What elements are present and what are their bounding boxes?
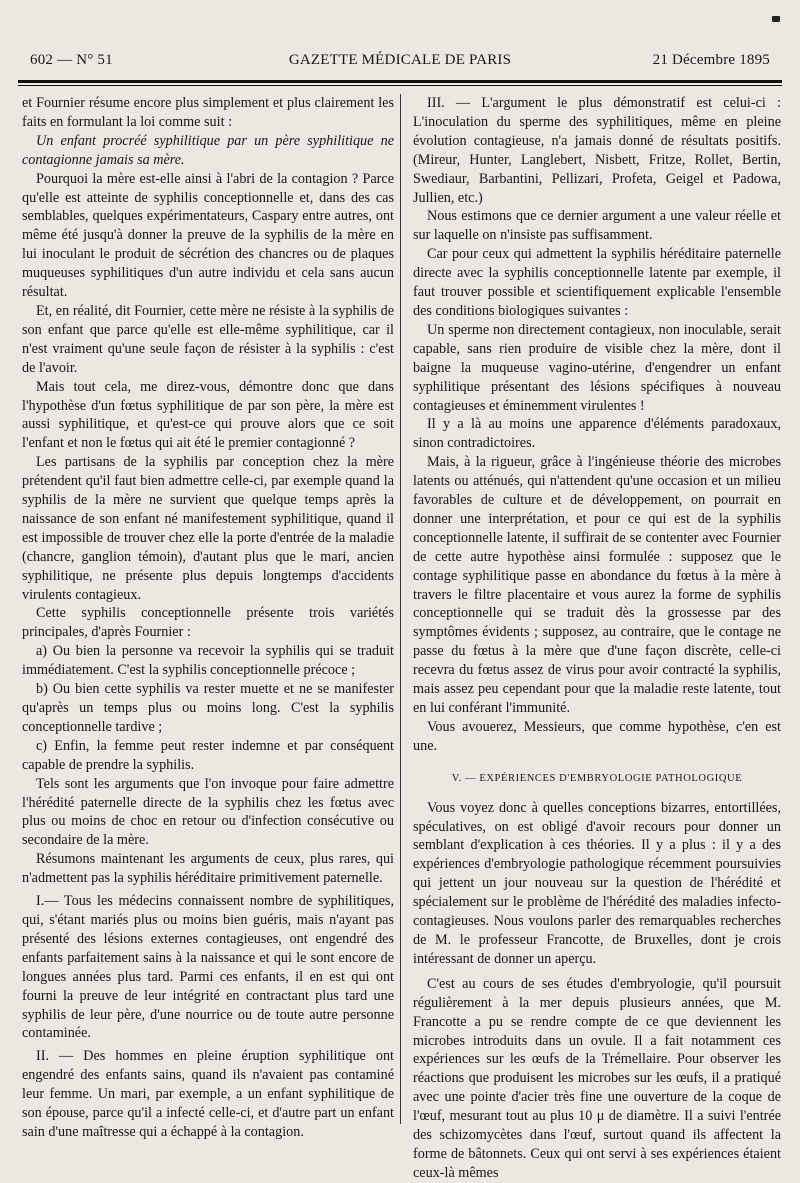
paragraph: a) Ou bien la personne va recevoir la syphilis qui se traduit immédiatement. C'est la syphilis conceptionnelle précoce ;: [22, 643, 394, 679]
left-column: [22, 94, 394, 1142]
paragraph: Mais tout cela, me direz-vous, démontre donc que dans l'hypothèse d'un fœtus syphilitique de par son père, la mère est aussi syphilitique, et qu'est-ce qui prouve alors que ce soit l'enfant et non le fœtus qui ait été le premier contagionné ?: [22, 378, 394, 452]
paragraph: c) Enfin, la femme peut rester indemne et par conséquent capable de prendre la syphilis.: [22, 737, 394, 773]
paragraph: II. — Des hommes en pleine éruption syphilitique ont engendré des enfants sains, quand ils n'avaient pas contaminé leur femme. Un mari, par exemple, a un enfant syphilitique de son épouse, parce qu'il a infecté celle-ci, et d'autre part un enfant sain d'une maîtresse qui a échappé à la contagion.: [22, 1048, 394, 1140]
paragraph: Pourquoi la mère est-elle ainsi à l'abri de la contagion ? Parce qu'elle est atteinte de syphilis conceptionnelle et, dans des cas semblables, quelques expérimentateurs, Caspary entre autres, ont même été jusqu'à donner la preuve de la syphilis de la mère en lui inoculant le produit de sécrétion des chancres ou de plaques muqueuses syphilitiques d'un autre individu et cela sans aucun résultat.: [22, 170, 394, 301]
paragraph: Résumons maintenant les arguments de ceux, plus rares, qui n'admettent pas la syphilis héréditaire primitivement paternelle.: [22, 851, 394, 887]
header-rule: [18, 80, 782, 86]
paragraph: b) Ou bien cette syphilis va rester muette et ne se manifester qu'après un temps plus ou moins long. C'est la syphilis conceptionnelle tardive ;: [22, 681, 394, 735]
paragraph: Car pour ceux qui admettent la syphilis héréditaire paternelle directe avec la syphilis conceptionnelle latente par exemple, il faut trouver possible et scientifiquement explicable l'ensemble des conditions biologiques suivantes :: [413, 246, 781, 319]
paragraph: Un sperme non directement contagieux, non inoculable, serait capable, sans rien produire de visible chez la mère, dont il baigne la muqueuse vagino-utérine, d'engendrer un enfant syphilitique présentant des lésions spécifiques à nouveau contagieuses et éminemment virulentes !: [413, 321, 781, 414]
paragraph: Les partisans de la syphilis par conception chez la mère prétendent qu'il faut bien admettre celle-ci, par exemple quand la syphilis de la mère ne survient que quelque temps après la naissance de son enfant né manifestement syphilitique, quand il est impossible de trouver chez elle la porte d'entrée de la maladie (chancre, ganglion témoin), d'autant plus que le mari, ancien syphilitique, ne présente plus depuis longtemps d'accidents virulents contagieux.: [22, 454, 394, 603]
paragraph: C'est au cours de ses études d'embryologie, qu'il poursuit régulièrement à la mer depuis plusieurs années, que M. Francotte a pu se rendre compte de ce que deviennent les microbes introduits dans un ovule. Il a fait notamment ces expériences sur les œufs de la Trémellaire. Pour observer les réactions que produisent les microbes sur les œufs, il a pratiqué avec une pointe d'acier très fine une ouverture de la coque de l'œuf, mesurant tout au plus 10 μ de diamètre. Il a suivi l'entrée des schizomycètes dans l'œuf, surtout quand ils affectent la forme de bâtonnets. Ceux qui ont servi à ses expériences étaient ceux-là mêmes: [413, 975, 781, 1181]
paragraph: Vous voyez donc à quelles conceptions bizarres, entortillées, spéculatives, on est obligé d'avoir recours pour donner un semblant d'explication à ces théories. Il y a plus : il y a des expériences d'embryologie pathologique récemment poursuivies qui jettent un jour nouveau sur la question de l'hérédité et spécialement sur le problème de l'hérédité des maladies infecto-contagieuses. Nous voulons parler des remarquables recherches de M. le professeur Francotte, de Bruxelles, dont je crois intéressant de donner un aperçu.: [413, 799, 781, 967]
right-column: [413, 94, 781, 1183]
paragraph: Nous estimons que ce dernier argument a une valeur réelle et sur laquelle on n'insiste pas suffisamment.: [413, 208, 781, 244]
paragraph: Tels sont les arguments que l'on invoque pour faire admettre l'hérédité paternelle directe de la syphilis chez les fœtus avec plus ou moins de choc en retour ou d'infection consécutive ou secondaire de la mère.: [22, 775, 394, 849]
paragraph: Il y a là au moins une apparence d'éléments paradoxaux, sinon contradictoires.: [413, 416, 781, 452]
section-heading: V. — EXPÉRIENCES D'EMBRYOLOGIE PATHOLOGIQUE: [451, 772, 743, 784]
issue-date: 21 Décembre 1895: [652, 52, 770, 68]
page-header: [30, 52, 770, 74]
paragraph: Mais, à la rigueur, grâce à l'ingénieuse théorie des microbes latents ou atténués, qui n'attendent qu'une occasion et un milieu favorables de culture et de développement, on pourrait en donner une interprétation, et pour ce qui est de la syphilis conceptionnelle latente, il suffirait de se contenter avec Fournier de cette autre hypothèse ainsi formulée : supposez que le contage syphilitique passe en abondance du fœtus à la mère à travers le filtre placentaire et vous aurez la forme de syphilis conceptionnelle qui se traduit dès la grossesse par des symptômes évidents ; supposez, au contraire, que le contage ne passe du fœtus à la mère que d'une façon discrète, celle-ci recevra du fœtus assez de virus pour avoir contracté la syphilis, mais assez peu cependant pour que la maladie reste latente, tout en lui conférant l'immunité.: [413, 454, 781, 716]
paragraph: Vous avouerez, Messieurs, que comme hypothèse, c'en est une.: [413, 718, 781, 754]
column-divider: [400, 94, 401, 1124]
journal-title: GAZETTE MÉDICALE DE PARIS: [288, 52, 512, 68]
page-number: 602 — N° 51: [30, 52, 113, 68]
paragraph: Et, en réalité, dit Fournier, cette mère ne résiste à la syphilis de son enfant que parce qu'elle est elle-même syphilitique, car il n'est vraiment qu'une seule façon de résister à la syphilis : c'est de l'avoir.: [22, 302, 394, 376]
paragraph: III. — L'argument le plus démonstratif est celui-ci : L'inoculation du sperme des syphilitiques, même en pleine évolution contagieuse, n'a jamais donné de résultats positifs. (Mireur, Hunter, Langlebert, Nisbett, Fritze, Rollet, Bertin, Swediaur, Barbantini, Pellizari, Profeta, Geigel et Padowa, Jullien, etc.): [413, 95, 781, 206]
paragraph: Cette syphilis conceptionnelle présente trois variétés principales, d'après Fournier :: [22, 605, 394, 641]
paragraph-law: Un enfant procréé syphilitique par un père syphilitique ne contagionne jamais sa mère.: [22, 132, 394, 168]
corner-mark: [772, 16, 780, 22]
paragraph: et Fournier résume encore plus simplement et plus clairement les faits en formulant la loi comme suit :: [22, 95, 394, 130]
paragraph: I.— Tous les médecins connaissent nombre de syphilitiques, qui, s'étant mariés plus ou moins bien guéris, mais n'ayant pas présenté des lésions externes contagieuses, ont engendré des enfants parfaitement sains à la naissance et qui le sont encore de longues années plus tard. Parmi ces enfants, il en est qui ont fourni la preuve de leur intégrité en contractant plus tard une syphilis de leur père, d'une nourrice ou de toute autre personne contaminée.: [22, 893, 394, 1042]
